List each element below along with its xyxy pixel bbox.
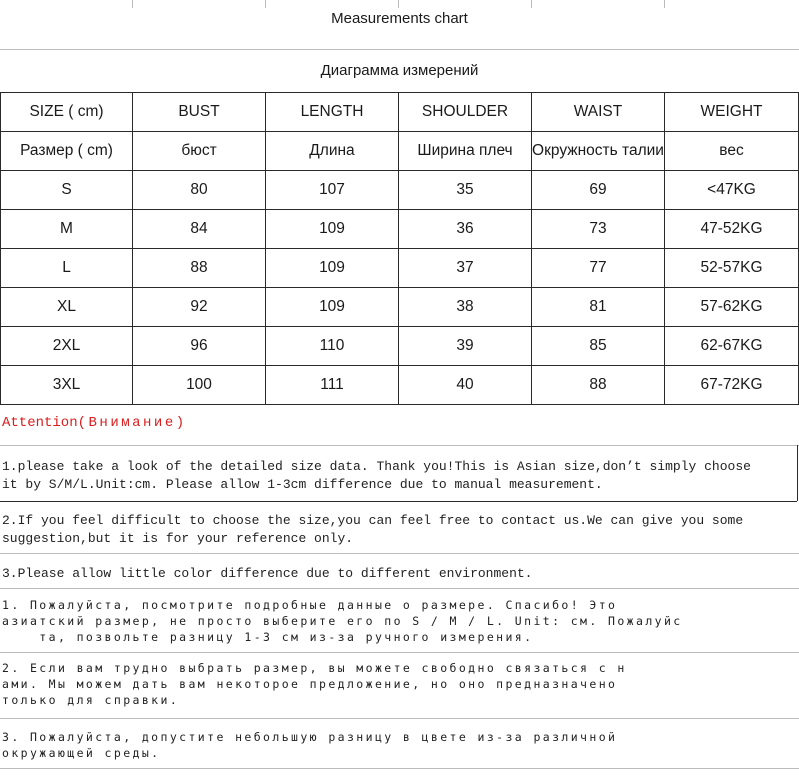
divider: [0, 588, 799, 589]
table-cell: 84: [133, 210, 266, 249]
table-cell: 80: [133, 171, 266, 210]
table-cell: 81: [532, 288, 665, 327]
chart-title-ru: Диаграмма измерений: [320, 62, 479, 79]
header-cell: SHOULDER: [399, 93, 532, 132]
table-cell: 111: [266, 366, 399, 405]
table-cell: 88: [133, 249, 266, 288]
note-ru-2: 2. Если вам трудно выбрать размер, вы можете свободно связаться с н ами. Мы можем дать вам некоторое предложение, но оно предназначено только для справки.: [2, 661, 627, 707]
note-en-1: 1.please take a look of the detailed size data. Thank you!This is Asian size,don’t simply choose it by S/M/L.Unit:cm. Please allow 1-3cm difference due to manual measurement.: [2, 459, 751, 492]
table-cell: 77: [532, 249, 665, 288]
note-en-2: 2.If you feel difficult to choose the size,you can feel free to contact us.We can give you some suggestion,but it is for your reference only.: [2, 513, 744, 546]
table-cell: 47-52KG: [665, 210, 799, 249]
table-cell: 36: [399, 210, 532, 249]
divider: [0, 49, 799, 50]
divider: [0, 718, 799, 719]
table-cell: 73: [532, 210, 665, 249]
header-cell: Длина: [266, 132, 399, 171]
table-cell: 69: [532, 171, 665, 210]
table-cell: 92: [133, 288, 266, 327]
header-cell: LENGTH: [266, 93, 399, 132]
table-row: [1, 366, 799, 405]
table-cell: 37: [399, 249, 532, 288]
table-row: [1, 288, 799, 327]
header-row-ru: [1, 132, 799, 171]
table-cell: 107: [266, 171, 399, 210]
size-cell: 3XL: [1, 366, 133, 405]
table-cell: 57-62KG: [665, 288, 799, 327]
table-row: [1, 327, 799, 366]
top-cell-stubs: [0, 0, 799, 8]
table-row: [1, 249, 799, 288]
header-cell: Ширина плеч: [399, 132, 532, 171]
header-cell: вес: [665, 132, 799, 171]
size-cell: 2XL: [1, 327, 133, 366]
header-cell: WEIGHT: [665, 93, 799, 132]
divider: [0, 553, 799, 554]
table-cell: 110: [266, 327, 399, 366]
table-cell: 109: [266, 249, 399, 288]
table-row: [1, 171, 799, 210]
table-cell: 85: [532, 327, 665, 366]
header-cell: Окружность талии: [532, 132, 665, 171]
header-cell: бюст: [133, 132, 266, 171]
table-cell: 39: [399, 327, 532, 366]
divider: [0, 652, 799, 653]
table-row: [1, 210, 799, 249]
attention-heading: [2, 415, 187, 431]
table-cell: 88: [532, 366, 665, 405]
size-cell: L: [1, 249, 133, 288]
note-en-3: 3.Please allow little color difference due to different environment.: [2, 566, 533, 581]
header-cell: WAIST: [532, 93, 665, 132]
divider: [0, 445, 799, 446]
divider: [0, 768, 799, 769]
table-cell: 35: [399, 171, 532, 210]
attention-label: Attention: [2, 415, 78, 431]
header-row-en: [1, 93, 799, 132]
table-cell: 40: [399, 366, 532, 405]
measurements-table: [0, 92, 799, 405]
note-ru-3: 3. Пожалуйста, допустите небольшую разницу в цвете из-за различной окружающей среды.: [2, 730, 618, 760]
table-cell: <47KG: [665, 171, 799, 210]
size-cell: M: [1, 210, 133, 249]
table-cell: 38: [399, 288, 532, 327]
table-cell: 109: [266, 288, 399, 327]
table-cell: 62-67KG: [665, 327, 799, 366]
table-cell: 52-57KG: [665, 249, 799, 288]
note-ru-1: 1. Пожалуйста, посмотрите подробные данные о размере. Спасибо! Это азиатский размер, не просто выберите его по S / M / L. Unit: см. Пожалуйс та, позвольте разницу 1-3 см из-за ручного измерения.: [2, 598, 683, 644]
size-cell: XL: [1, 288, 133, 327]
table-cell: 67-72KG: [665, 366, 799, 405]
chart-title: Measurements chart: [331, 10, 468, 27]
header-cell: SIZE ( cm): [1, 93, 133, 132]
header-cell: Размер ( cm): [1, 132, 133, 171]
header-cell: BUST: [133, 93, 266, 132]
divider: [797, 445, 798, 501]
table-cell: 96: [133, 327, 266, 366]
size-cell: S: [1, 171, 133, 210]
table-cell: 100: [133, 366, 266, 405]
divider: [0, 501, 797, 502]
table-cell: 109: [266, 210, 399, 249]
attention-label-ru: (Внимание): [77, 415, 187, 431]
